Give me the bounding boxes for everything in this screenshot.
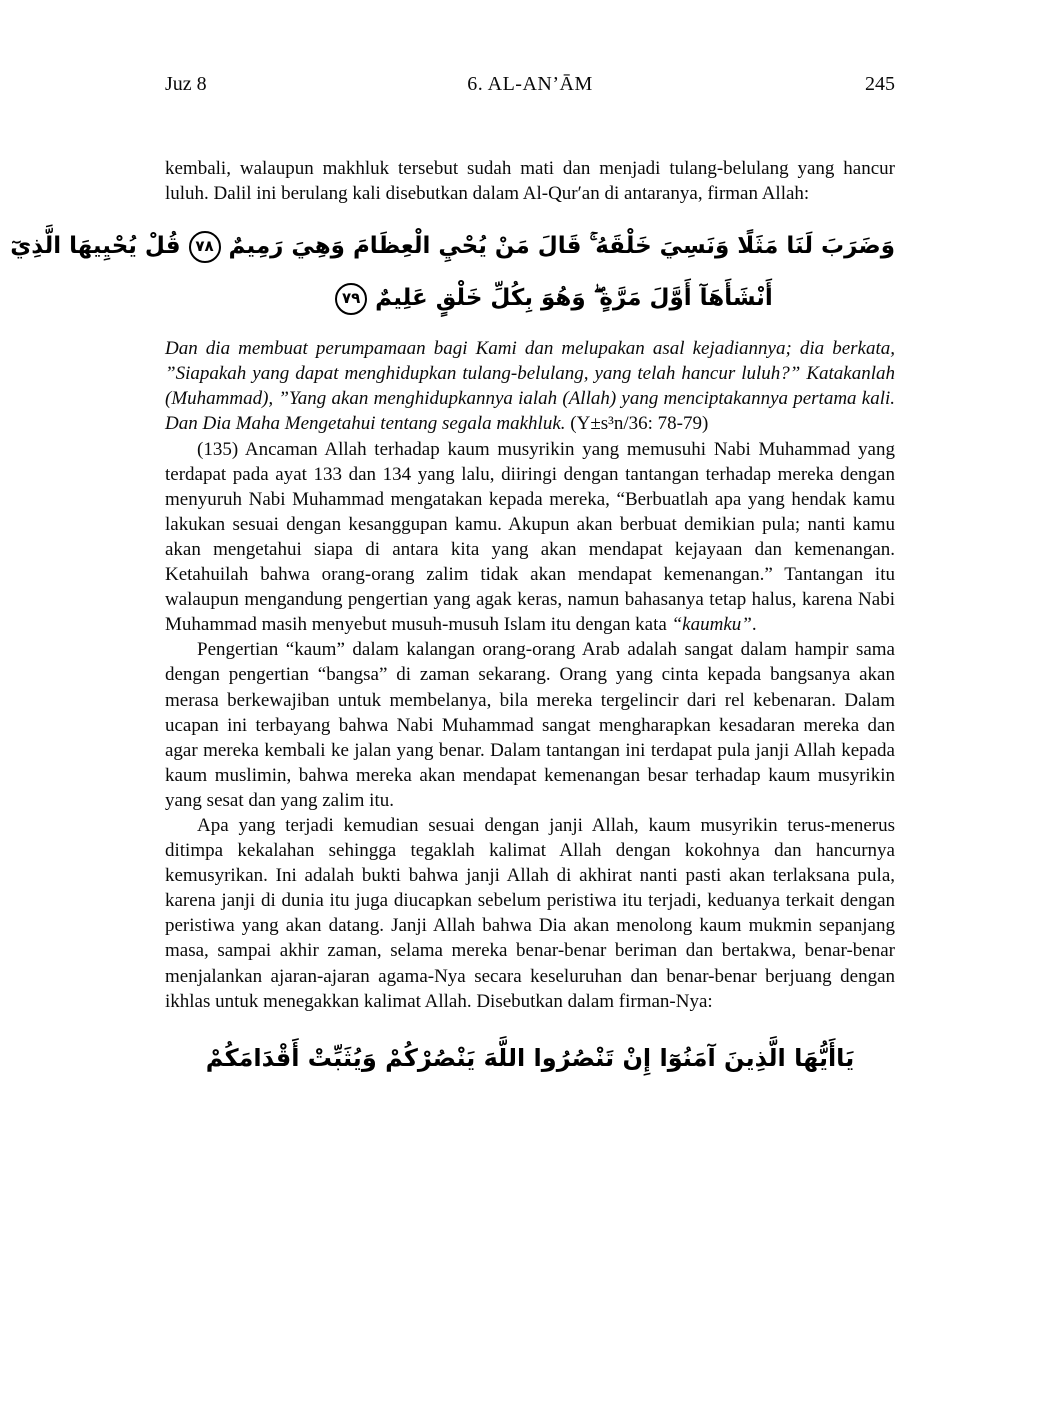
paragraph-intro: kembali, walaupun makhluk tersebut sudah mati dan menjadi tulang-belulang yang hancur luluh. Dalil ini berulang kali disebutkan dalam Al-Qur′an di antaranya, firman Allah: [165, 158, 895, 205]
quran-verses-36-78-79 [10, 220, 895, 324]
arabic-text-79-end: أَنْشَأَهَآ أَوَّلَ مَرَّةٍ ۖ وَهُوَ بِكُلِّ خَلْقٍ عَلِيمٌ [375, 285, 773, 312]
surah-title: 6. AL-AN’ĀM [467, 73, 593, 95]
arabic-text-78: وَضَرَبَ لَنَا مَثَلًا وَنَسِيَ خَلْقَهُ ۚ قَالَ مَنْ يُحْيِ الْعِظَامَ وَهِيَ رَمِيمٌ [228, 233, 895, 260]
paragraph-janji-allah: Apa yang terjadi kemudian sesuai dengan janji Allah, kaum musyrikin terus-menerus ditimpa kekalahan sehingga tegaklah kalimat Allah dengan kokohnya dan hancurnya kemusyrikan. Ini adalah bukti bahwa janji Allah di akhirat nanti pasti akan terlaksana pula, karena janji di dunia itu juga diucapkan sebelum peristiwa itu terjadi, keduanya terkait dengan peristiwa yang akan datang. Janji Allah bahwa Dia akan menolong kaum mukmin sepanjang masa, sampai akhir zaman, selama mereka benar-benar beriman dan bertakwa, benar-benar menjalankan ajaran-ajaran agama-Nya secara keseluruhan dan benar-benar berjuang dengan ikhlas untuk menegakkan kalimat Allah. Disebutkan dalam firman-Nya: [165, 814, 895, 1012]
quran-verse-47-7 [165, 1030, 895, 1086]
juz-label: Juz 8 [165, 73, 207, 95]
arabic-text-79-start: قُلْ يُحْيِيهَا الَّذِيٓ [10, 233, 181, 260]
page-number: 245 [865, 73, 895, 95]
arabic-verse-line-3 [165, 1030, 895, 1086]
ayah-number-78: ٧٨ [189, 231, 221, 263]
page-header [165, 72, 895, 96]
paragraph-135-text: (135) Ancaman Allah terhadap kaum musyrikin yang memusuhi Nabi Muhammad yang terdapat pada ayat 133 dan 134 yang lalu, diiringi dengan tantangan terhadap mereka dengan menyuruh Nabi Muhammad mengatakan kepada mereka, “Berbuatlah apa yang hendak kamu lakukan sesuai dengan kesanggupan kamu. Akupun akan berbuat demikian pula; nanti kamu akan mengetahui siapa di antara kita yang akan mendapat kejayaan dan kemenangan. Ketahuilah bahwa orang-orang zalim tidak akan mendapat kemenangan.” Tantangan itu walaupun mengandung pengertian yang agak keras, namun bahasanya tetap halus, karena Nabi Muhammad masih menyebut musuh-musuh Islam itu dengan kata [165, 438, 895, 636]
arabic-verse-line-2 [165, 272, 895, 324]
paragraph-135-italic-word: “kaumku” [671, 614, 752, 636]
page-content [10, 156, 895, 1086]
verse-reference: (Y±s³n/36: 78-79) [570, 413, 709, 435]
ayah-number-79: ٧٩ [335, 283, 367, 315]
paragraph-135 [165, 437, 895, 638]
arabic-text-47-7: يَاأَيُّهَا الَّذِينَ آمَنُوٓا إِنْ تَنْصُرُوا اللَّهَ يَنْصُرْكُمْ وَيُثَبِّتْ أَقْدَامَكُمْ [205, 1043, 855, 1072]
paragraph-kaum: Pengertian “kaum” dalam kalangan orang-orang Arab adalah sangat dalam hampir sama dengan pengertian “bangsa” di zaman sekarang. Orang yang cinta kepada bangsanya akan merasa berkewajiban untuk membelanya, bila mereka tergelincir dari rel kebenaran. Dalam ucapan ini terbayang bahwa Nabi Muhammad sangat mengharapkan kesadaran mereka dan agar mereka kembali ke jalan yang benar. Dalam tantangan ini terdapat pula janji Allah kepada kaum muslimin, bahwa mereka akan mendapat kemenangan besar terhadap kaum musyrikin yang sesat dan yang zalim itu. [165, 639, 895, 811]
verse-translation [165, 336, 895, 436]
paragraph-135-period: . [751, 614, 757, 636]
translation-text: Dan dia membuat perumpamaan bagi Kami dan melupakan asal kejadiannya; dia berkata, ”Siapakah yang dapat menghidupkan tulang-belulang, yang telah hancur luluh?” Katakanlah (Muhammad), ”Yang akan menghidupkannya ialah (Allah) yang menciptakannya pertama kali. Dan Dia Maha Mengetahui tentang segala makhluk. [165, 338, 895, 435]
arabic-verse-line-1 [10, 220, 895, 272]
